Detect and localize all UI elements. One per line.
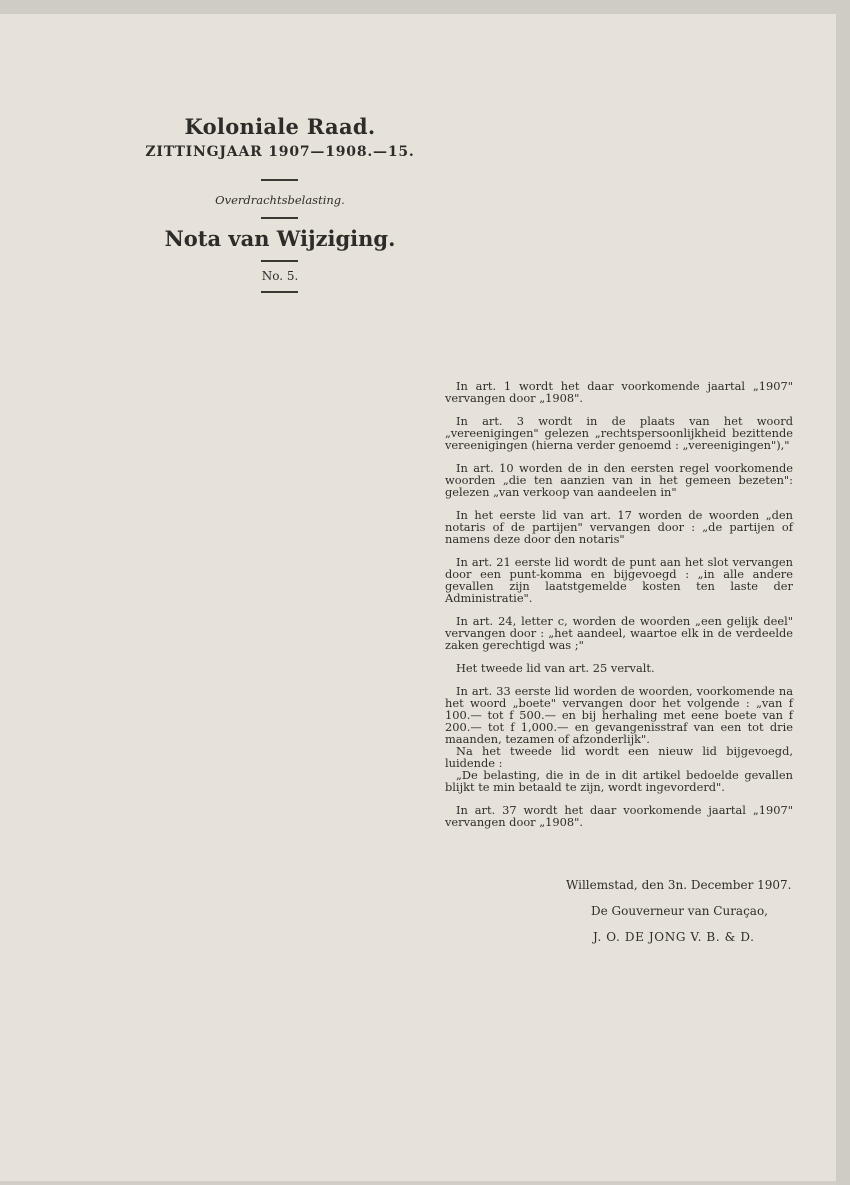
session-year: ZITTINGJAAR 1907—1908.—15. <box>145 144 415 160</box>
signatory-name: J. O. DE JONG V. B. & D. <box>593 930 755 944</box>
amendment-paragraph: In art. 10 worden de in den eersten regel voorkomende woorden „die ten aanzien van in het gemeen bezeten": gelezen „van verkoop van aandeelen in" <box>445 461 793 499</box>
amendment-paragraph: In het eerste lid van art. 17 worden de woorden „den notaris of de partijen" vervangen door : „de partijen of namens deze door den notaris" <box>445 508 793 546</box>
divider <box>261 291 298 293</box>
divider <box>261 217 298 219</box>
document-page <box>0 14 836 1185</box>
amendment-paragraph: Het tweede lid van art. 25 vervalt. <box>456 661 655 675</box>
amendment-paragraph: „De belasting, die in de in dit artikel bedoelde gevallen blijkt te min betaald te zijn, wordt ingevorderd". <box>445 768 793 794</box>
amendment-paragraph: In art. 24, letter c, worden de woorden „een gelijk deel" vervangen door : „het aandeel, waartoe elk in de verdeelde zaken gerechtigd was ;" <box>445 614 793 652</box>
place-date: Willemstad, den 3n. December 1907. <box>566 878 792 892</box>
signatory-office: De Gouverneur van Curaçao, <box>591 904 768 918</box>
council-name: Koloniale Raad. <box>184 114 376 139</box>
amendment-paragraph: Na het tweede lid wordt een nieuw lid bijgevoegd, luidende : <box>445 744 793 770</box>
amendment-paragraph: In art. 21 eerste lid wordt de punt aan het slot vervangen door een punt-komma en bijgevoegd : „in alle andere gevallen zijn laatstgemelde kosten ten laste der Administratie". <box>445 555 793 605</box>
amendment-paragraph: In art. 1 wordt het daar voorkomende jaartal „1907" vervangen door „1908". <box>445 379 793 405</box>
divider <box>261 260 298 262</box>
amendment-paragraph: In art. 3 wordt in de plaats van het woord „vereenigingen" gelezen „rechtspersoonlijkheid bezittende vereenigingen (hierna verder genoemd : „vereenigingen")," <box>445 414 793 452</box>
amendment-paragraph: In art. 33 eerste lid worden de woorden, voorkomende na het woord „boete" vervangen door het volgende : „van f 100.— tot f 500.— en bij herhaling met eene boete van f 200.— tot f 1,000.— en gevangenisstraf van een tot drie maanden, tezamen of afzonderlijk". <box>445 684 793 746</box>
amendment-body <box>445 380 793 839</box>
document-number: No. 5. <box>261 269 299 283</box>
divider <box>261 179 298 181</box>
amendment-paragraph: In art. 37 wordt het daar voorkomende jaartal „1907" vervangen door „1908". <box>445 803 793 829</box>
subject-line: Overdrachtsbelasting. <box>215 193 345 207</box>
document-title: Nota van Wijziging. <box>164 226 396 251</box>
